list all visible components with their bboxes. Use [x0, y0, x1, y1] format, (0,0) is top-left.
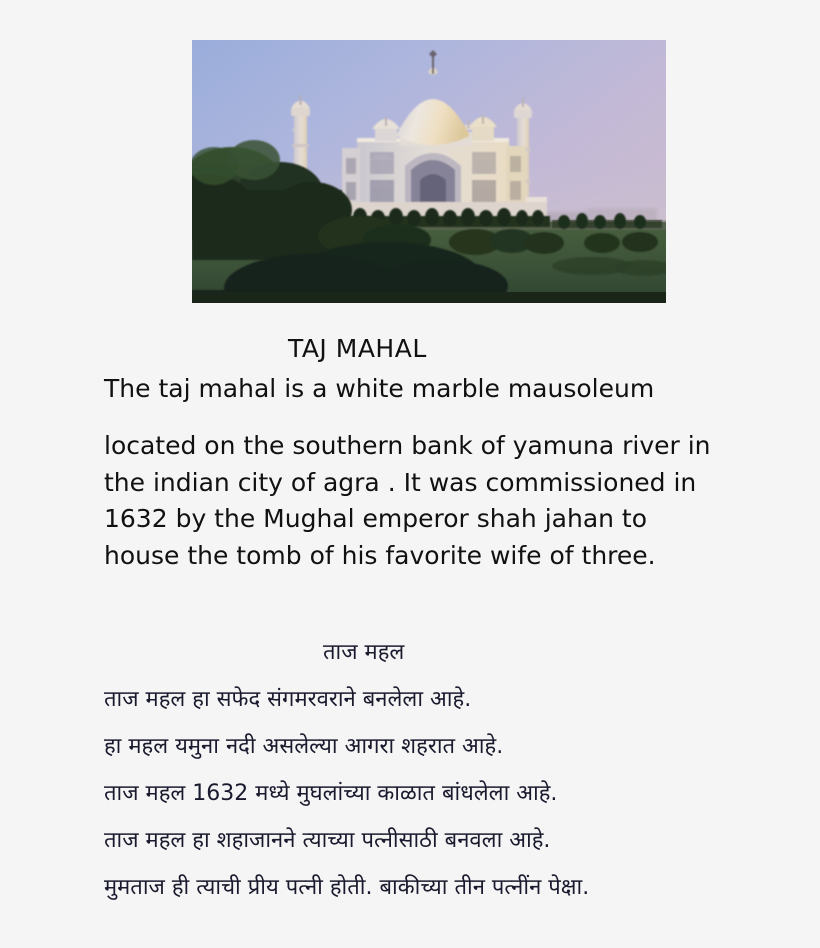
marathi-line-2: हा महल यमुना नदी असलेल्या आगरा शहरात आहे.: [104, 734, 504, 759]
marathi-line-4: ताज महल हा शहाजानने त्याच्या पत्नीसाठी बनवला आहे.: [104, 828, 551, 853]
english-paragraph: located on the southern bank of yamuna river in the indian city of agra . It was commissioned in 1632 by the Mughal emperor shah jahan to house the tomb of his favorite wife of three.: [104, 431, 711, 570]
marathi-title: ताज महल: [323, 640, 405, 665]
english-title: TAJ MAHAL: [288, 334, 427, 363]
mausoleum-facade: [342, 138, 526, 202]
marathi-text-block: [104, 638, 784, 903]
taj-mahal-photo: [192, 40, 666, 303]
english-lead-line: The taj mahal is a white marble mausoleum: [104, 374, 655, 403]
marathi-line-3: ताज महल 1632 मध्ये मुघलांच्या काळात बांधलेला आहे.: [104, 781, 558, 806]
marathi-line-5: मुमताज ही त्याची प्रीय पत्नी होती. बाकीच्या तीन पत्नींन पेक्षा.: [104, 875, 590, 900]
marathi-line-1: ताज महल हा सफेद संगमरवराने बनलेला आहे.: [104, 687, 472, 712]
taj-mahal-illustration: [192, 40, 666, 303]
english-text-block: [104, 332, 764, 574]
